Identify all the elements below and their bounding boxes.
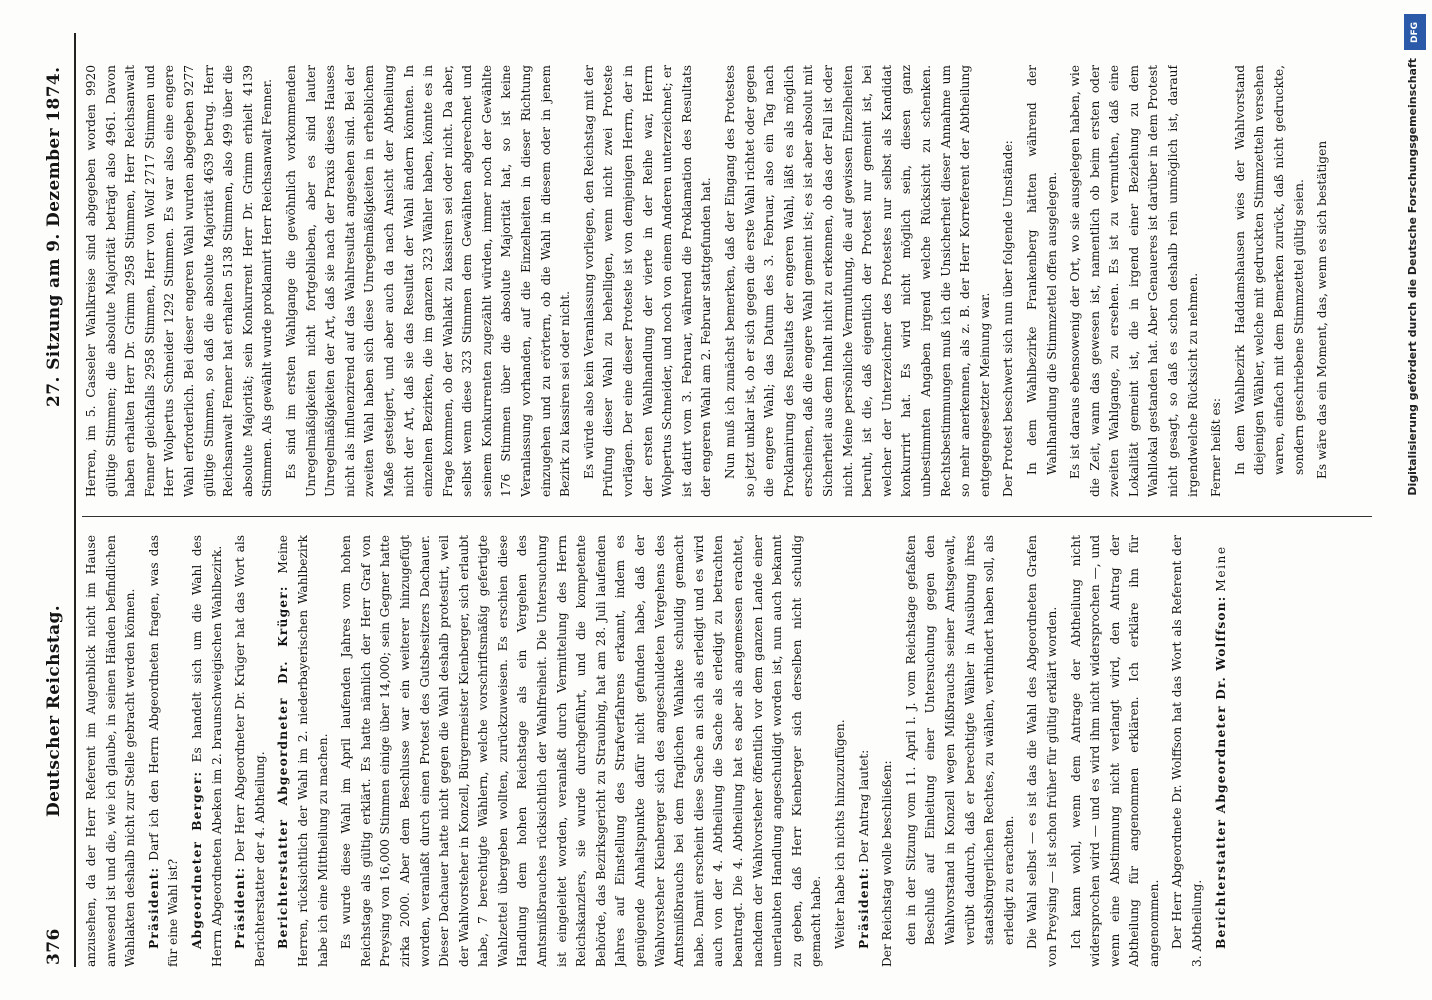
paragraph [274,535,333,967]
column-divider [82,516,1372,517]
speaker-label: Präsident: [856,866,871,949]
paragraph [1212,535,1232,967]
paragraph: Es ist daraus ebensowenig der Ort, wo sie ausgelegen haben, wie die Zeit, wann das gewesen ist, namentlich ob beim ersten oder zweiten Wahlgange, zu ersehen. Es ist zu vermuthen, daß eine Lokalität gemeint ist, die in irgend einer Beziehung zu dem Wahllokal gestanden hat. Aber Genaueres ist darüber in dem Protest nicht gesagt, so daß es schon deshalb rein unmöglich ist, darauf irgendwelche Rücksicht zu nehmen. [1068,65,1200,497]
speech-text: Meine [1213,545,1228,592]
speech-text: Es handelt sich um die Wahl des Herrn Abgeordneten Abeken im 2. braunschweigischen Wahlbezirk. [189,535,224,967]
paragraph: Ferner heißt es: [1209,397,1224,497]
right-column [82,65,1382,497]
motion-intro: Der Reichstag wolle beschließen: [880,760,895,967]
speaker-label: Präsident: [146,866,161,949]
paragraph: Herren, im 5. Casseler Wahlkreise sind abgegeben worden 9920 gültige Stimmen; die absolute Majorität beträgt also 4961. Davon haben erhalten Herr Dr. Grimm 2958 Stimmen, Herr Reichsanwalt Fenner gleichfalls 2958 Stimmen, Herr von Wolf 2717 Stimmen und Herr Wolpertus Schneider 1292 Stimmen. Es war also eine engere Wahl erforderlich. Bei dieser engeren Wahl wurden abgegeben 9277 gültige Stimmen, so daß die absolute Majorität 4639 betrug. Herr Reichsanwalt Fenner hat erhalten 5138 Stimmen, also 499 über die absolute Majorität; sein Konkurrent Herr Dr. Grimm erhielt 4139 Stimmen. Als gewählt wurde proklamirt Herr Reichsanwalt Fenner. [84,65,275,497]
paragraph: anzusehen, da der Herr Referent im Augenblick nicht im Hause anwesend ist und die, wie ich glaube, in seinen Händen befindlichen Wahlakten deshalb nicht zur Stelle gebracht werden können. [84,535,138,967]
speech-text: Der Antrag lautet: [856,749,871,863]
paragraph: Ich kann wohl, wenn dem Antrage der Abtheilung nicht widersprochen wird — und es wird ihm nicht widersprochen —, und wenn eine Abstimmung nicht verlangt wird, den Antrag der Abtheilung für angenommen erklären. Ich erkläre ihn für angenommen. [1068,535,1161,967]
speaker-label: Präsident: [233,866,248,949]
paragraph: Es wäre das ein Moment, das, wenn es sich bestätigen [1315,140,1330,479]
paragraph: Es sind im ersten Wahlgange die gewöhnlich vorkommenden Unregelmäßigkeiten nicht fortgeblieben, aber es sind lauter Unregelmäßigkeiten der Art, daß sie nach der Praxis dieses Hauses nicht als influenzirend auf das Wahlresultat angesehen sind. Bei der zweiten Wahl haben sich diese Unregelmäßigkeiten in erheblichem Maße gesteigert, und aber auch da nach Ansicht der Abtheilung nicht der Art, daß sie das Resultat der Wahl ändern könnten. In einzelnen Bezirken, die im ganzen 323 Wähler haben, könnte es in Frage kommen, ob der Wahlakt zu kassiren sei oder nicht. Da aber, selbst wenn diese 323 Stimmen dem Gewählten abgerechnet und seinem Konkurrenten zugezählt würden, immer noch der Gewählte 176 Stimmen über die absolute Majorität hat, so ist keine Veranlassung vorhanden, auf die Einzelheiten in dieser Richtung einzugehen und zu erörtern, ob die Wahl in diesem oder in jenem Bezirk zu kassiren sei oder nicht. [283,65,573,497]
paragraph [855,535,875,967]
session-title: 27. Sitzung am 9. Dezember 1874. [44,66,64,407]
paragraph [231,535,270,967]
running-head [40,33,74,967]
quoted-complaint: In dem Wahlbezirke Frankenberg hätten während der Wahlhandlung die Stimmzettel offen ausgelegen. [1024,65,1059,475]
digitization-credit [1402,14,1428,989]
paragraph: Die Wahl selbst — es ist das die Wahl des Abgeordneten Grafen von Preysing — ist schon früher für gültig erklärt worden. [1025,535,1059,967]
page-number: 376 [44,928,64,965]
paragraph: Weiter habe ich nichts hinzuzufügen. [832,719,847,949]
speaker-label: Berichterstatter Abgeordneter Dr. Krüger: [276,585,291,949]
quoted-complaint: In dem Wahlbezirk Haddamshausen wies der Wahlvorstand diejenigen Wähler, welche mit gedruckten Stimmzetteln versehen waren, einfach mit dem Bemerken zurück, daß nicht gedruckte, sondern geschriebene Stimmzettel gültig seien. [1232,65,1306,475]
speaker-label: Abgeordneter Berger: [189,770,204,949]
motion-text: den in der Sitzung vom 11. April l. J. vom Reichstage gefaßten Beschluß auf Einleitung einer Untersuchung gegen den Wahlvorstand in Konzell wegen Mißbrauchs seiner Amtsgewalt, verübt dadurch, daß er berechtigte Wähler in Ausübung ihres staatsbürgerlichen Rechtes, zu wählen, verhindert haben soll, als erledigt zu erachten. [903,535,1016,945]
paragraph: Es wurde diese Wahl im April laufenden Jahres vom hohen Reichstage als gültig erklärt. Es hatte nämlich der Herr Graf von Preysing von 16,000 Stimmen einige über 14,000; sein Gegner hatte zirka 2000. Aber dem Beschlusse war ein weiterer hinzugefügt worden, veranlaßt durch einen Protest des Gutsbesitzers Dachauer. Dieser Dachauer hatte nicht gegen die Wahl deshalb protestirt, weil der Wahlvorsteher in Konzell, Bürgermeister Kienberger, sich erlaubt habe, 7 berechtigte Wählern, welche vorschriftsmäßig gefertigte Wahlzettel übergeben wollten, zurückzuweisen. Es erschien diese Handlung dem hohen Reichstage als ein Vergehen des Amtsmißbrauches rücksichtlich der Wahlfreiheit. Die Untersuchung ist eingeleitet worden, veranlaßt durch Vermittelung des Herrn Reichskanzlers, sie wurde durchgeführt, und die kompetente Behörde, das Bezirksgericht zu Straubing, hat am 28. Juli laufenden Jahres auf Einstellung des Strafverfahrens erkannt, indem es genügende Anhaltspunkte dafür nicht gefunden habe, daß der Wahlvorsteher Kienberger sich des angeschuldeten Vergehens des Amtsmißbrauchs bei dem fraglichen Wahlakte schuldig gemacht habe. Damit erscheint diese Sache an sich als erledigt und es wird auch von der 4. Abtheilung die Sache als erledigt zu betrachten beantragt. Die 4. Abtheilung hat es aber als angemessen erachtet, nachdem der Wahlvorsteher öffentlich vor dem ganzen Lande einer unerlaubten Handlung angeschuldigt worden ist, nun auch bekannt zu geben, daß Herr Kienberger sich derselben nicht schuldig gemacht habe. [339,535,824,967]
paragraph: Es würde also kein Veranlassung vorliegen, den Reichstag mit der Prüfung dieser Wahl zu behelligen, wenn nicht zwei Proteste vorlägen. Der eine dieser Proteste ist von demjenigen Herrn, der in der ersten Wahlhandlung der vierte in der Reihe war, Herrn Wolpertus Schneider, und noch von einem Anderen unterzeichnet; er ist datirt vom 3. Februar, während die Proklamation des Resultats der engeren Wahl am 2. Februar stattgefunden hat. [581,65,714,497]
paragraph: Der Protest beschwert sich nun über folgende Umstände: [1001,140,1016,497]
rotated-page-sheet [40,33,1400,967]
left-column [82,535,1382,967]
paragraph [145,535,184,967]
header-rule [74,33,76,967]
digitization-credit-text: Digitalisierung gefördert durch die Deutsche Forschungsgemeinschaft [1406,58,1419,496]
paragraph: Der Herr Abgeordnete Dr. Wolffson hat das Wort als Referent der 3. Abtheilung. [1170,535,1205,967]
paragraph: Nun muß ich zunächst bemerken, daß der Eingang des Protestes so jetzt unklar ist, ob er sich gegen die erste Wahl richtet oder gegen die engere Wahl; das Datum des 3. Februar, also ein Tag nach Proklamirung des Resultats der engeren Wahl, läßt es als möglich erscheinen, daß die engere Wahl gemeint ist; es ist aber absolut mit Sicherheit aus dem Inhalt nicht zu erkennen, ob das der Fall ist oder nicht. Meine persönliche Vermuthung, die auf gewissen Einzelheiten beruht, ist die, daß eigentlich der Protest nur gemeint ist, bei welcher der Unterzeichner des Protestes nur selbst als Kandidat konkurrirt hat. Es wird nicht möglich sein, diesen ganz unbestimmten Angaben irgend welche Rücksicht zu schenken. Rechtsbestimmungen muß ich die Unsicherheit dieser Annahme um so mehr anerkennen, als z. B. der Herr Korreferent der Abtheilung entgegengesetzter Meinung war. [723,65,992,497]
speech-text: Der Herr Abgeordneter Dr. Krüger hat das Wort als Berichterstatter der 4. Abtheilung. [233,535,267,967]
speech-text: Meine Herren, rücksichtlich der Wahl im 2. niederbayerischen Wahlbezirk habe ich eine Mittheilung zu machen. [276,535,330,967]
journal-title: Deutscher Reichstag. [44,604,64,817]
speech-text: Darf ich den Herrn Abgeordneten fragen, was das für eine Wahl ist? [146,535,181,967]
paragraph [188,535,227,967]
dfg-logo: DFG [1404,14,1426,50]
speaker-label: Berichterstatter Abgeordneter Dr. Wolffson: [1213,595,1228,949]
